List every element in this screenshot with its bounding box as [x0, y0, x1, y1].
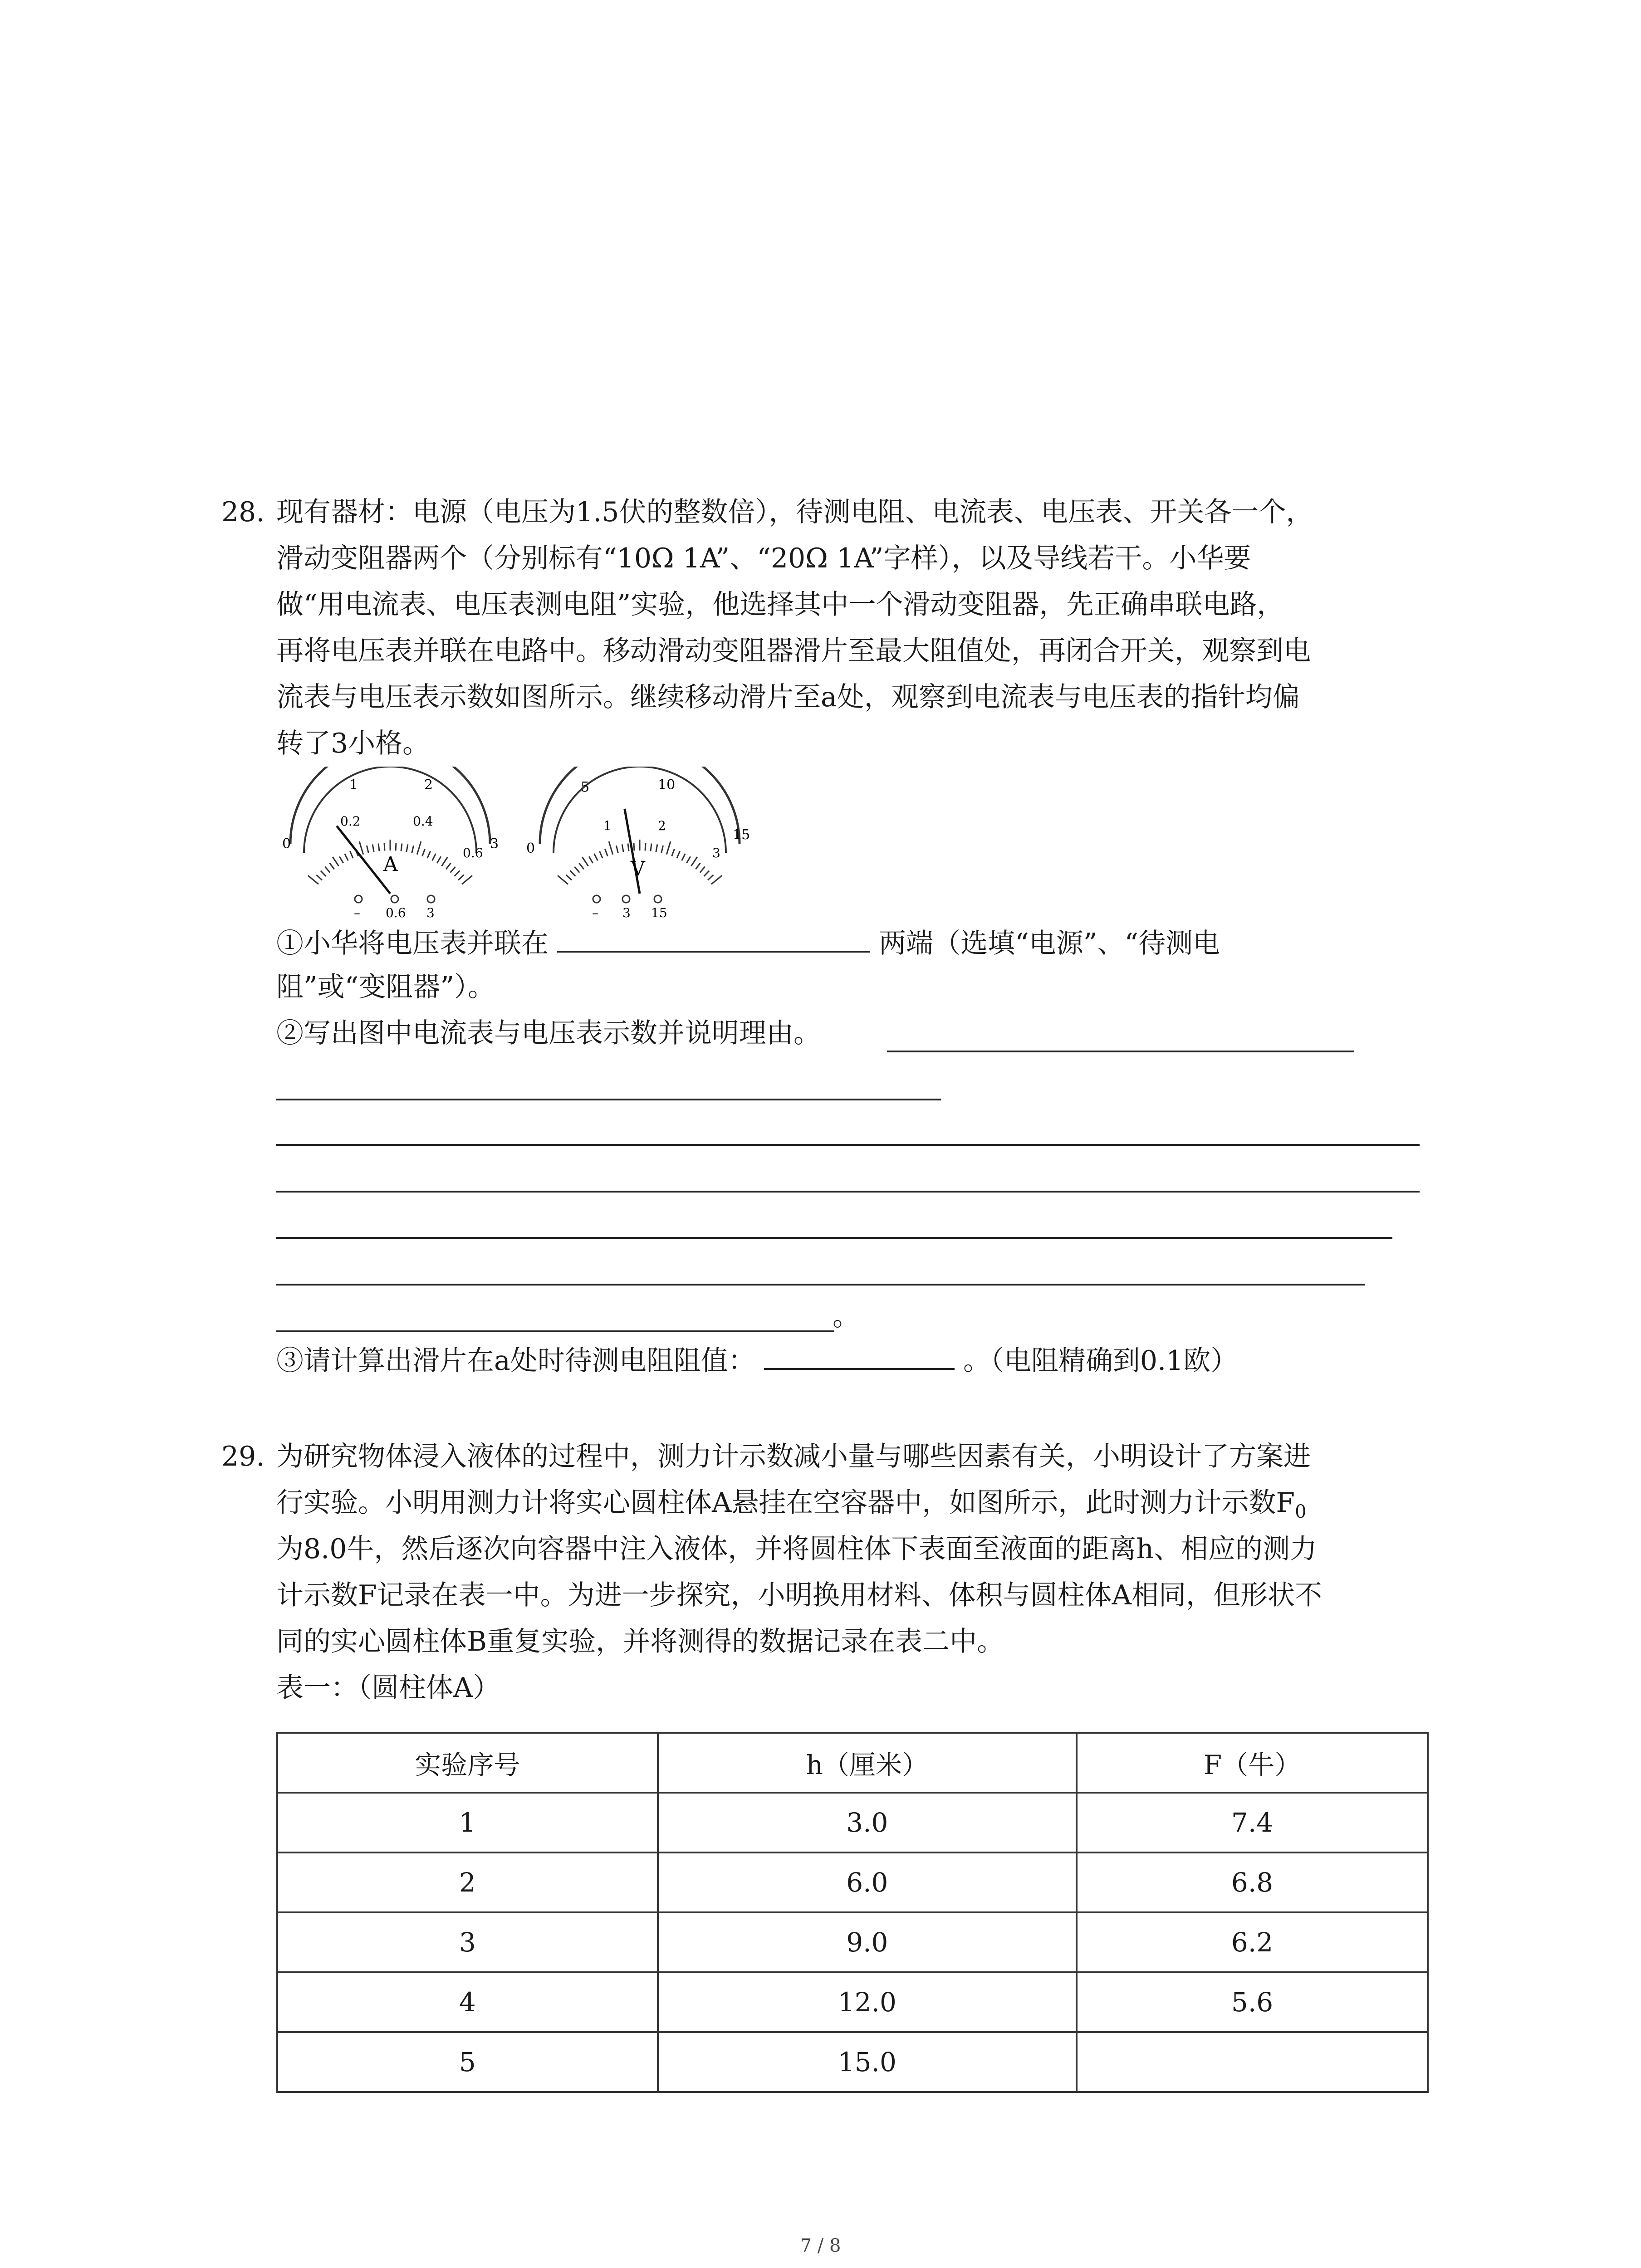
ammeter-scale-tick [330, 863, 334, 870]
q28-sub1-prefix: ①小华将电压表并联在 [276, 928, 549, 959]
voltmeter-scale-tick [570, 870, 576, 876]
table-cell: 6.8 [1077, 1853, 1428, 1912]
q29-text-line-2-main: 行实验。小明用测力计将实心圆柱体A悬挂在空容器中，如图所示，此时测力计示数F [276, 1487, 1295, 1519]
ammeter-scale-tick [422, 849, 425, 856]
table-row [277, 1853, 1428, 1912]
ammeter-scale-tick [345, 854, 348, 860]
q29-text-line-3: 为8.0牛，然后逐次向容器中注入液体，并将圆柱体下表面至液面的距离h、相应的测力 [276, 1533, 1318, 1565]
voltmeter-scale-tick [686, 856, 691, 863]
voltmeter-scale-tick [628, 844, 629, 851]
ammeter-scale-tick [401, 844, 402, 851]
voltmeter-scale-tick [566, 875, 572, 880]
page-number: 7 / 8 [800, 2235, 841, 2256]
q28-text-line-4: 再将电压表并联在电路中。移动滑动变阻器滑片至最大阻值处，再闭合开关，观察到电 [276, 635, 1311, 667]
table-cell: 15.0 [658, 2032, 1077, 2092]
voltmeter-figure [522, 767, 758, 921]
table-cell: 6.2 [1077, 1912, 1428, 1972]
voltmeter-scale-tick [656, 844, 657, 852]
ammeter-lower-label-1: 0.2 [340, 814, 361, 829]
ammeter-terminal-06: 0.6 [386, 905, 406, 920]
voltmeter-lower-label-1: 1 [603, 818, 612, 833]
ammeter-lower-label-2: 0.4 [413, 814, 433, 829]
voltmeter-unit-symbol: V [631, 857, 645, 880]
ammeter-upper-label-0: 0 [282, 836, 291, 852]
voltmeter-scale-tick [609, 841, 613, 855]
voltmeter-scale-tick [558, 875, 568, 884]
voltmeter-scale-tick [605, 849, 607, 856]
ammeter-scale-tick [458, 875, 464, 880]
q28-sub1-line2: 阻”或“变阻器”）。 [276, 971, 495, 1003]
table-cell: 5.6 [1077, 1972, 1428, 2032]
ammeter-terminal-neg: – [354, 905, 360, 920]
q29-number: 29. [221, 1441, 265, 1472]
table-answer-cell[interactable] [1077, 2032, 1428, 2092]
q28-sub3-prefix: ③请计算出滑片在a处时待测电阻阻值： [276, 1345, 755, 1377]
voltmeter-scale-tick [574, 867, 579, 873]
table-cell: 3 [277, 1912, 658, 1972]
table-row [277, 1972, 1428, 2032]
ammeter-scale-tick [325, 867, 330, 873]
voltmeter-scale-tick [708, 875, 713, 880]
ammeter-scale-tick [441, 857, 447, 866]
ammeter-scale-tick [455, 870, 460, 876]
q28-sub1-line1 [276, 924, 1220, 960]
table-row [277, 1912, 1428, 1972]
voltmeter-lower-label-2: 2 [658, 818, 666, 833]
ammeter-figure [272, 767, 508, 921]
q29-table-caption: 表一：（圆柱体A） [276, 1672, 500, 1704]
q29-text-line-4: 计示数F记录在表一中。为进一步探究，小明换用材料、体积与圆柱体A相同，但形状不 [276, 1579, 1322, 1611]
table-cell: 12.0 [658, 1972, 1077, 2032]
q28-sub2-line1 [276, 1017, 821, 1050]
voltmeter-terminal-neg: – [592, 905, 598, 920]
q28-sub2-answer-line-6[interactable] [276, 1284, 1365, 1286]
table-cell: 6.0 [658, 1853, 1077, 1912]
voltmeter-scale-tick [594, 854, 598, 860]
ammeter-scale-tick [359, 841, 363, 855]
table-header-cell: h（厘米） [658, 1733, 1077, 1793]
q28-sub3-line [276, 1342, 1238, 1377]
table-row [277, 1793, 1428, 1853]
voltmeter-scale-tick [661, 846, 663, 853]
voltmeter-scale-tick [696, 863, 700, 870]
q29-text-line-1: 为研究物体浸入液体的过程中，测力计示数减小量与哪些因素有关，小明设计了方案进 [276, 1441, 1311, 1472]
voltmeter-upper-label-5: 5 [581, 779, 590, 795]
table-row [277, 2032, 1428, 2092]
ammeter-scale-tick [372, 844, 374, 852]
voltmeter-scale-tick [700, 867, 705, 873]
q29-text-line-2 [276, 1486, 1306, 1528]
q28-sub2-answer-line-5[interactable] [276, 1237, 1392, 1239]
ammeter-scale-tick [417, 841, 421, 855]
voltmeter-lower-label-3: 3 [712, 846, 720, 860]
ammeter-upper-label-1: 1 [349, 777, 358, 793]
voltmeter-terminal-15: 15 [651, 905, 667, 920]
ammeter-scale-tick [446, 863, 451, 870]
table-cell: 7.4 [1077, 1793, 1428, 1853]
ammeter-scale-tick [407, 844, 408, 852]
table-header-cell: 实验序号 [277, 1733, 658, 1793]
q29-text-line-5: 同的实心圆柱体B重复实验，并将测得的数据记录在表二中。 [276, 1626, 1004, 1657]
table-cell: 9.0 [658, 1912, 1077, 1972]
table-header-row [277, 1733, 1428, 1793]
ammeter-scale-tick [437, 856, 441, 863]
voltmeter-scale-tick [651, 844, 652, 851]
ammeter-scale-tick [321, 870, 326, 876]
q28-sub2-answer-line-2[interactable] [276, 1099, 941, 1100]
voltmeter-terminal-3: 3 [622, 905, 631, 920]
voltmeter-scale-tick [691, 857, 697, 866]
ammeter-lower-label-3: 0.6 [463, 846, 483, 860]
q28-text-line-2: 滑动变阻器两个（分别标有“10Ω 1A”、“20Ω 1A”字样），以及导线若干。小华要 [276, 543, 1251, 574]
ammeter-scale-tick [333, 857, 338, 866]
q28-sub3-answer-blank[interactable] [764, 1342, 955, 1370]
voltmeter-upper-label-0: 0 [526, 841, 535, 856]
ammeter-scale-tick [384, 843, 385, 850]
q28-sub2-answer-line-4[interactable] [276, 1191, 1420, 1193]
table-cell: 3.0 [658, 1793, 1077, 1853]
ammeter-scale-tick [367, 846, 368, 853]
voltmeter-scale-tick [682, 854, 686, 860]
ammeter-scale-tick [427, 851, 431, 858]
voltmeter-upper-label-15: 15 [733, 827, 750, 843]
table-cell: 2 [277, 1853, 658, 1912]
ammeter-scale-tick [451, 867, 456, 873]
voltmeter-needle [625, 809, 640, 894]
q28-sub3-suffix: 。（电阻精确到0.1欧） [963, 1345, 1238, 1377]
q28-text-line-5: 流表与电压表示数如图所示。继续移动滑片至a处，观察到电流表与电压表的指针均偏 [276, 681, 1300, 713]
q28-sub2-answer-line-7[interactable] [276, 1330, 834, 1332]
ammeter-upper-label-2: 2 [424, 777, 433, 793]
table-cell: 4 [277, 1972, 658, 2032]
ammeter-scale-tick [378, 844, 379, 851]
ammeter-terminal-3: 3 [426, 905, 435, 920]
ammeter-scale-tick [339, 856, 343, 863]
voltmeter-scale-tick [704, 870, 710, 876]
ammeter-scale-tick [412, 846, 414, 853]
table-cell: 5 [277, 2032, 658, 2092]
voltmeter-upper-label-10: 10 [658, 777, 676, 793]
ammeter-scale-tick [317, 875, 322, 880]
ammeter-unit-symbol: A [383, 853, 398, 876]
voltmeter-scale-tick [616, 846, 618, 853]
voltmeter-scale-tick [666, 841, 671, 855]
voltmeter-scale-tick [622, 844, 623, 852]
voltmeter-scale-tick [645, 843, 646, 850]
q28-number: 28. [221, 496, 265, 528]
q28-text-line-3: 做“用电流表、电压表测电阻”实验，他选择其中一个滑动变阻器，先正确串联电路， [276, 589, 1284, 621]
table-header-cell: F（牛） [1077, 1733, 1428, 1793]
q28-sub2-end-mark: 。 [833, 1300, 860, 1332]
ammeter-upper-label-3: 3 [490, 836, 499, 852]
voltmeter-scale-tick [582, 857, 588, 866]
q28-sub1-answer-blank[interactable] [557, 924, 870, 953]
ammeter-needle [337, 826, 390, 894]
ammeter-scale-tick [432, 854, 436, 860]
voltmeter-scale-tick [579, 863, 584, 870]
voltmeter-scale-tick [589, 856, 593, 863]
q29-f0-subscript: 0 [1294, 1501, 1307, 1522]
ammeter-scale-tick [462, 875, 472, 884]
voltmeter-scale-tick [711, 875, 722, 884]
ammeter-scale-tick [308, 875, 318, 884]
q28-sub1-suffix: 两端（选填“电源”、“待测电 [879, 928, 1220, 959]
q28-text-line-1: 现有器材：电源（电压为1.5伏的整数倍），待测电阻、电流表、电压表、开关各一个， [276, 496, 1313, 528]
q28-sub2-answer-line-1[interactable] [887, 1051, 1354, 1052]
ammeter-scale-tick [350, 851, 353, 858]
voltmeter-scale-tick [672, 849, 675, 856]
table-cell: 1 [277, 1793, 658, 1853]
q29-data-table [276, 1732, 1429, 2093]
q28-text-line-6: 转了3小格。 [276, 728, 430, 759]
voltmeter-scale-tick [599, 851, 603, 858]
q28-sub2-prompt: ②写出图中电流表与电压表示数并说明理由。 [276, 1017, 821, 1049]
voltmeter-scale-tick [677, 851, 680, 858]
q28-sub2-answer-line-3[interactable] [276, 1144, 1420, 1146]
